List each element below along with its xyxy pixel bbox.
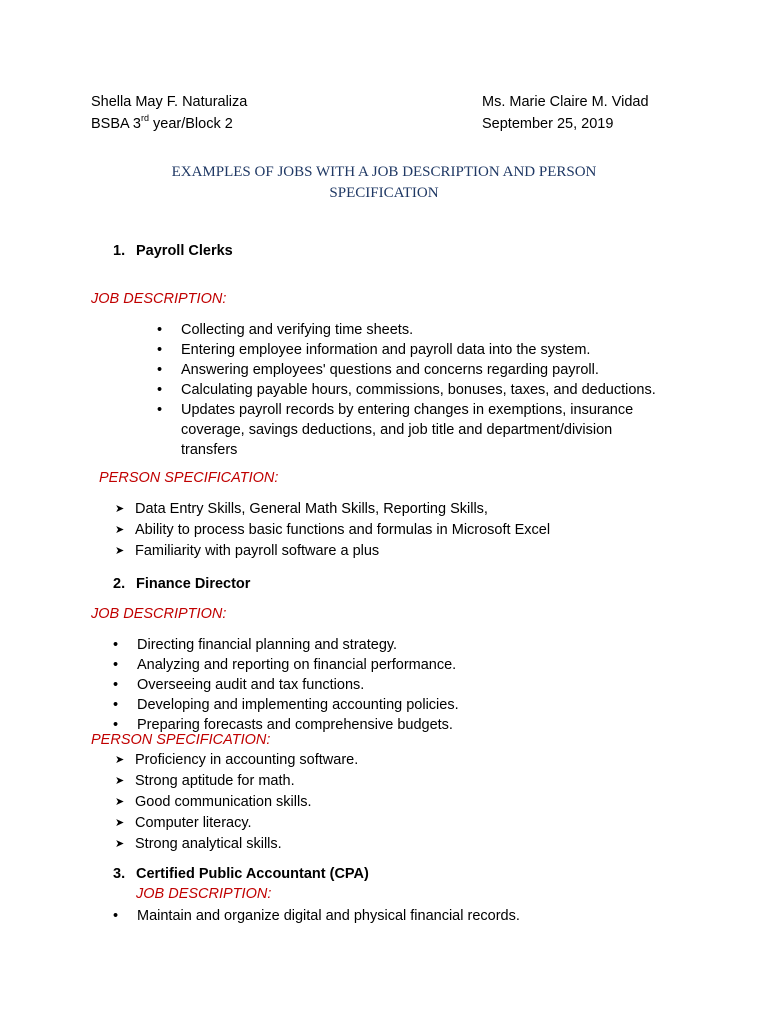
arrow-bullet-icon: ➤ bbox=[115, 775, 125, 787]
job-description-list bbox=[157, 320, 656, 460]
person-specification-list bbox=[115, 750, 358, 855]
list-item: • Entering employee information and payroll data into the system. bbox=[157, 342, 591, 358]
list-item: • Directing financial planning and strategy. bbox=[113, 637, 398, 653]
job-heading: 1. Payroll Clerks bbox=[113, 243, 233, 259]
list-item: • Preparing forecasts and comprehensive budgets. bbox=[113, 717, 453, 733]
list-item-continuation: transfers bbox=[181, 442, 238, 458]
job-heading: 3. Certified Public Accountant (CPA) bbox=[113, 866, 369, 882]
job-heading: 2. Finance Director bbox=[113, 576, 251, 592]
arrow-bullet-icon: ➤ bbox=[115, 796, 125, 808]
job-description-list bbox=[113, 906, 520, 926]
list-item: • Maintain and organize digital and physical financial records. bbox=[113, 908, 520, 924]
list-item: ➤ Ability to process basic functions and formulas in Microsoft Excel bbox=[115, 522, 551, 538]
job-description-label: JOB DESCRIPTION: bbox=[91, 291, 227, 307]
list-item: ➤ Strong aptitude for math. bbox=[115, 773, 295, 789]
list-item: • Analyzing and reporting on financial performance. bbox=[113, 657, 457, 673]
arrow-bullet-icon: ➤ bbox=[115, 754, 125, 766]
job-description-label: JOB DESCRIPTION: bbox=[136, 886, 272, 902]
arrow-bullet-icon: ➤ bbox=[115, 524, 125, 536]
list-item: • Calculating payable hours, commissions, bonuses, taxes, and deductions. bbox=[157, 382, 656, 398]
list-item: • Collecting and verifying time sheets. bbox=[157, 322, 414, 338]
job-description-list bbox=[113, 635, 459, 735]
person-specification-label: PERSON SPECIFICATION: bbox=[91, 732, 271, 748]
list-item: ➤ Familiarity with payroll software a plus bbox=[115, 543, 380, 559]
list-item: ➤ Strong analytical skills. bbox=[115, 836, 282, 852]
document-title: EXAMPLES OF JOBS WITH A JOB DESCRIPTION AND PERSON SPECIFICATION bbox=[171, 164, 597, 201]
list-item-continuation: coverage, savings deductions, and job title and department/division bbox=[181, 422, 613, 438]
list-item: • Updates payroll records by entering changes in exemptions, insurance bbox=[157, 402, 634, 418]
list-item: ➤ Proficiency in accounting software. bbox=[115, 752, 359, 768]
list-item: • Developing and implementing accounting policies. bbox=[113, 697, 459, 713]
arrow-bullet-icon: ➤ bbox=[115, 838, 125, 850]
job-description-label: JOB DESCRIPTION: bbox=[91, 606, 227, 622]
arrow-bullet-icon: ➤ bbox=[115, 503, 125, 515]
list-item: ➤ Good communication skills. bbox=[115, 794, 312, 810]
arrow-bullet-icon: ➤ bbox=[115, 545, 125, 557]
instructor-name: Ms. Marie Claire M. Vidad bbox=[482, 94, 649, 110]
list-item: ➤ Computer literacy. bbox=[115, 815, 252, 831]
submission-date: September 25, 2019 bbox=[482, 116, 614, 132]
person-specification-list bbox=[115, 499, 550, 562]
course-block: BSBA 3rd year/Block 2 bbox=[91, 113, 233, 132]
student-name: Shella May F. Naturaliza bbox=[91, 94, 248, 110]
list-item: • Overseeing audit and tax functions. bbox=[113, 677, 365, 693]
list-item: • Answering employees' questions and concerns regarding payroll. bbox=[157, 362, 599, 378]
person-specification-label: PERSON SPECIFICATION: bbox=[99, 470, 279, 486]
arrow-bullet-icon: ➤ bbox=[115, 817, 125, 829]
student-info bbox=[91, 91, 247, 135]
list-item: ➤ Data Entry Skills, General Math Skills, Reporting Skills, bbox=[115, 501, 488, 517]
instructor-info bbox=[482, 91, 649, 135]
